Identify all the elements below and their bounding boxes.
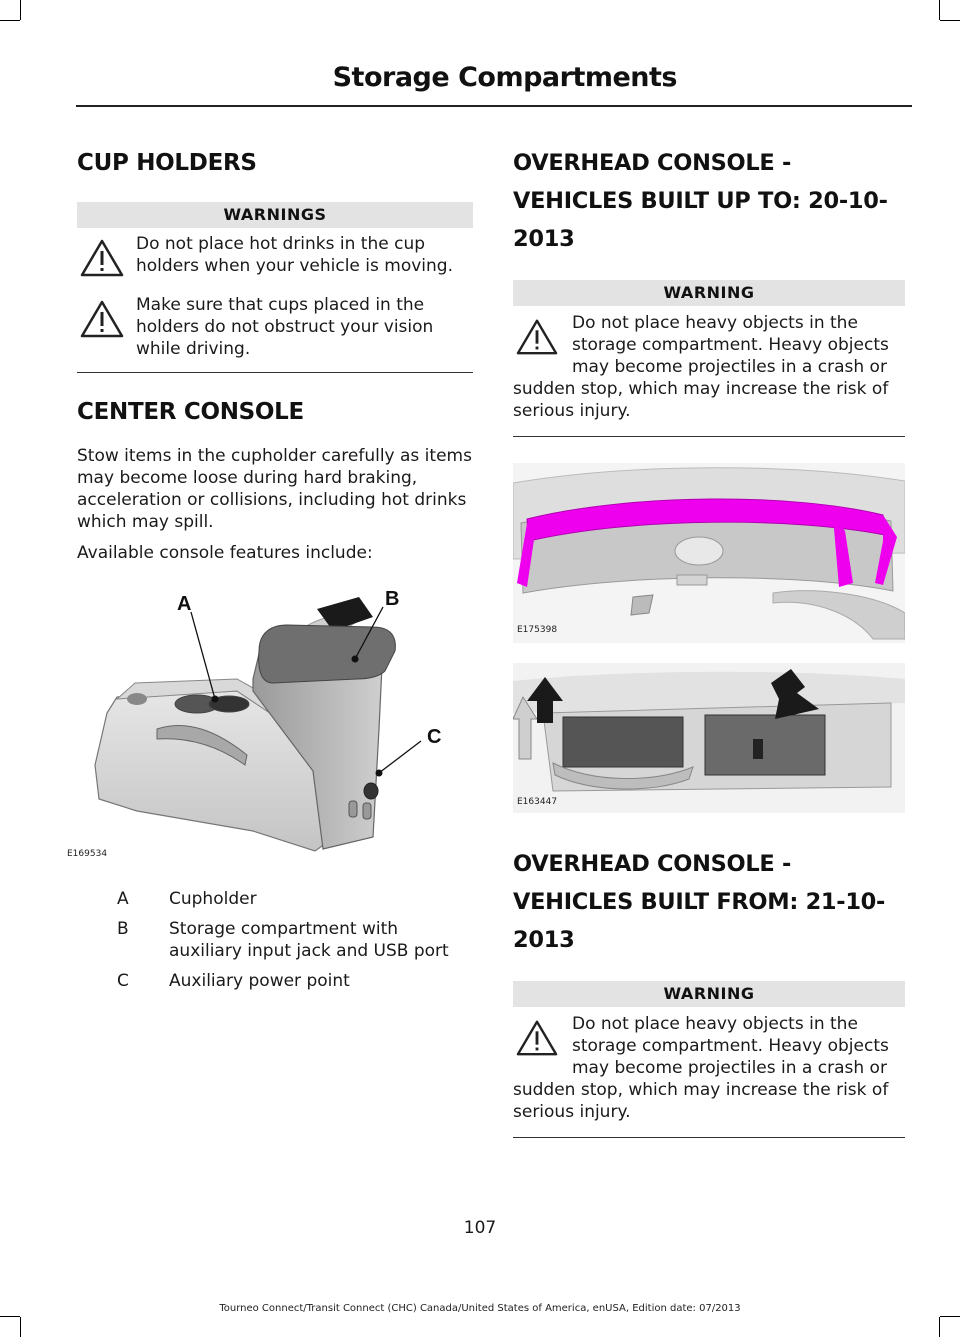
console-features-intro: Available console features include:	[77, 543, 373, 563]
warning-text: Do not place heavy objects in the storage compartment. Heavy objects may become projectiles in a crash or sudden stop, which may increase the risk of serious injury.	[513, 313, 889, 421]
legend-row	[77, 970, 473, 992]
warning-triangle-icon	[516, 1019, 558, 1063]
figure-id: E169534	[67, 849, 108, 859]
legend-key: B	[117, 919, 129, 939]
crop-mark	[939, 1317, 940, 1337]
warning-triangle-icon	[516, 318, 558, 362]
page-header-title: Storage Compartments	[332, 62, 677, 93]
callout-b: B	[385, 588, 400, 610]
warning-triangle-icon	[80, 239, 124, 283]
overhead-upto-heading: OVERHEAD CONSOLE - VEHICLES BUILT UP TO: 20-10-2013	[513, 150, 888, 252]
warning-text: Make sure that cups placed in the holders do not obstruct your vision while driving.	[136, 295, 434, 359]
overhead-console-illustration	[513, 463, 905, 643]
crop-mark	[0, 20, 20, 21]
figure-legend	[77, 888, 473, 992]
warning-text: Do not place hot drinks in the cup holders when your vehicle is moving.	[136, 234, 453, 276]
crop-mark	[0, 1316, 20, 1317]
page-number: 107	[463, 1218, 497, 1238]
overhead-console-open-illustration	[513, 663, 905, 813]
center-console-figure	[67, 579, 473, 873]
crop-mark	[20, 0, 21, 20]
page-footer: Tourneo Connect/Transit Connect (CHC) Canada/United States of America, enUSA, Edition date: 07/2013	[219, 1303, 741, 1314]
warnings-bar: WARNINGS	[77, 202, 473, 228]
legend-row	[77, 888, 473, 910]
legend-text: Auxiliary power point	[169, 971, 350, 991]
warning-item	[77, 294, 473, 360]
section-rule	[77, 372, 473, 373]
warning-item	[513, 312, 905, 422]
warning-item	[77, 233, 473, 277]
callout-c: C	[427, 726, 442, 748]
crop-mark	[20, 1317, 21, 1337]
legend-key: A	[117, 889, 129, 909]
section-rule	[513, 1137, 905, 1138]
warning-text: Do not place heavy objects in the storage compartment. Heavy objects may become projectiles in a crash or sudden stop, which may increase the risk of serious injury.	[513, 1014, 889, 1122]
crop-mark	[940, 20, 960, 21]
legend-text: Storage compartment with auxiliary input jack and USB port	[169, 919, 449, 961]
header-rule	[76, 105, 912, 107]
center-console-heading: CENTER CONSOLE	[77, 399, 304, 425]
warning-bar: WARNING	[513, 280, 905, 306]
legend-key: C	[117, 971, 129, 991]
crop-mark	[939, 0, 940, 20]
legend-text: Cupholder	[169, 889, 257, 909]
legend-row	[77, 918, 473, 962]
center-console-body: Stow items in the cupholder carefully as items may become loose during hard braking, acceleration or collisions, including hot drinks which may spill.	[77, 446, 472, 532]
callout-a: A	[177, 593, 192, 615]
figure-id: E163447	[517, 797, 558, 807]
overhead-from-heading: OVERHEAD CONSOLE - VEHICLES BUILT FROM: 21-10-2013	[513, 851, 886, 953]
warning-bar: WARNING	[513, 981, 905, 1007]
figure-id: E175398	[517, 625, 558, 635]
crop-mark	[940, 1316, 960, 1317]
warning-item	[513, 1013, 905, 1123]
overhead-console-figure-1	[513, 463, 905, 643]
overhead-console-figure-2	[513, 663, 905, 813]
cup-holders-heading: CUP HOLDERS	[77, 150, 257, 176]
section-rule	[513, 436, 905, 437]
warning-triangle-icon	[80, 300, 124, 344]
left-column	[67, 140, 473, 992]
center-console-illustration	[77, 579, 473, 873]
right-column	[513, 140, 905, 1138]
